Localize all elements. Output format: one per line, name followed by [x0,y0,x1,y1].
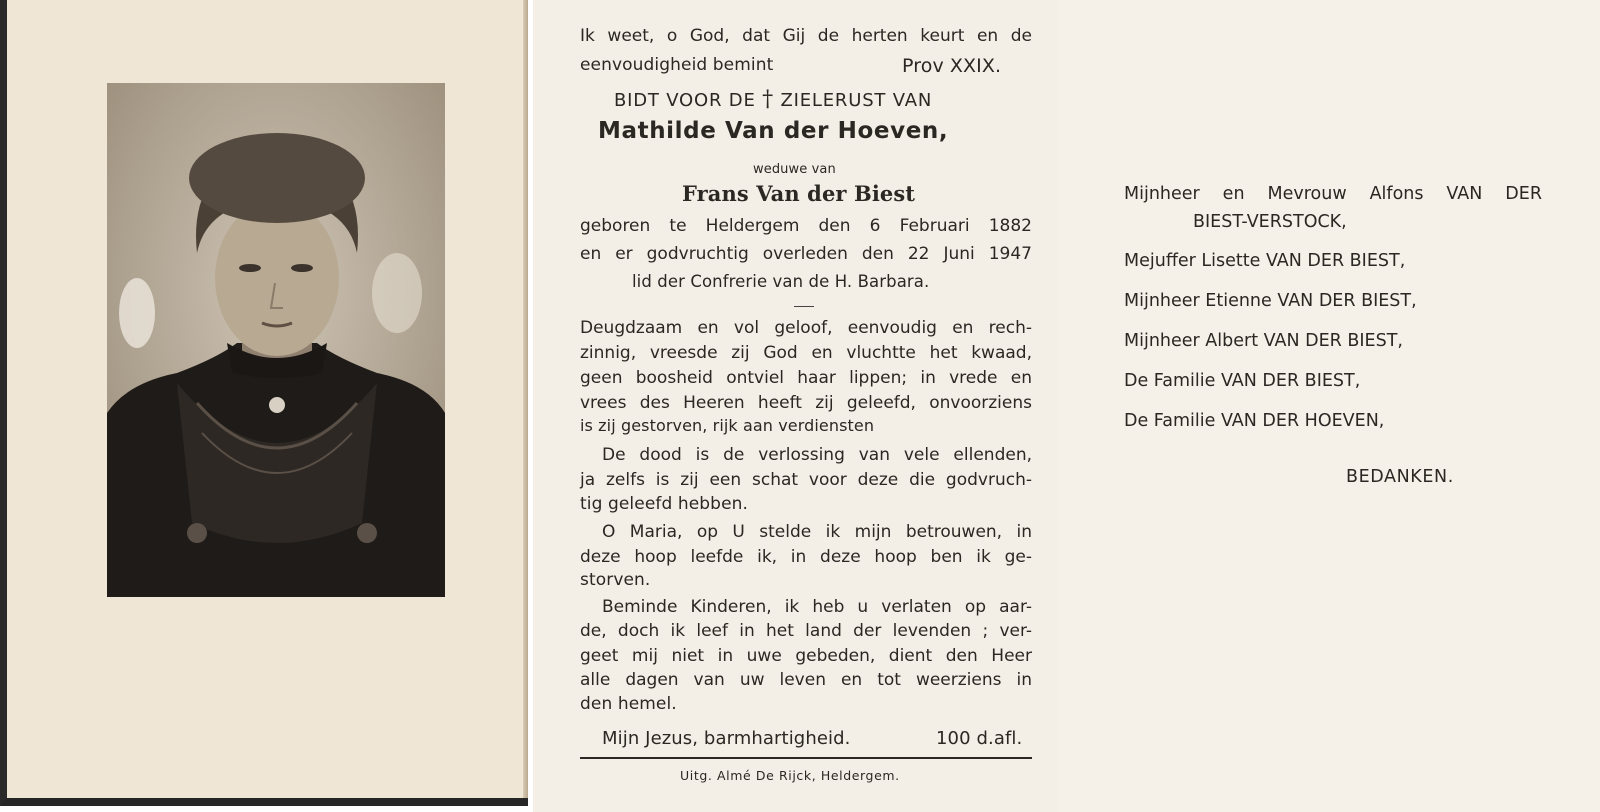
paragraph-line: O Maria, op U stelde ik mijn betrouwen, in [602,522,1032,542]
paragraph-line: tig geleefd hebben. [580,494,749,514]
separator-dash [794,306,814,307]
family-line: Mijnheer en Mevrouw Alfons VAN DER [1124,184,1542,204]
paragraph-line: storven. [580,570,651,590]
deceased-name: Mathilde Van der Hoeven, [598,118,949,144]
cross-icon: † [762,87,774,112]
paragraph-line: Deugdzaam en vol geloof, eenvoudig en rech- [580,318,1032,338]
paragraph-line: vrees des Heeren heeft zij geleefd, onvoorziens [580,393,1032,413]
died-line: en er godvruchtig overleden den 22 Juni 1947 [580,244,1032,264]
portrait-illustration [107,83,445,597]
paragraph-line: alle dagen van uw leven en tot weerziens in [580,670,1032,690]
paragraph-line: de, doch ik leef in het land der levenden ; ver- [580,621,1032,641]
paragraph-line: Beminde Kinderen, ik heb u verlaten op aar- [602,597,1032,617]
verse-line-1: Ik weet, o God, dat Gij de herten keurt en de [580,26,1032,46]
printer-credit: Uitg. Almé De Rijck, Heldergem. [680,768,900,783]
pray-right-text: ZIELERUST VAN [780,90,933,111]
pray-left-text: BIDT VOOR DE [614,90,756,111]
paragraph-line: den hemel. [580,694,677,714]
bottom-rule [580,757,1032,759]
paragraph-line: ja zelfs is zij een schat voor deze die godvruch- [580,470,1032,490]
paragraph-line: is zij gestorven, rijk aan verdiensten [580,416,875,435]
portrait-photo [107,83,445,597]
paragraph-line: De dood is de verlossing van vele ellenden, [602,445,1032,465]
family-line: Mijnheer Etienne VAN DER BIEST, [1124,291,1417,311]
verse-reference: Prov XXIX. [902,55,1002,77]
verse-line-2: eenvoudigheid bemint [580,55,774,75]
pray-for-heading [614,87,932,112]
thanks-text: BEDANKEN. [1346,467,1454,487]
paragraph-line: geet mij niet in uwe gebeden, dient den Heer [580,646,1032,666]
photo-card [0,0,528,806]
widow-of-label: weduwe van [753,162,836,177]
family-line: BIEST-VERSTOCK, [1193,212,1347,232]
card-edge [523,0,528,798]
family-line: Mejuffer Lisette VAN DER BIEST, [1124,251,1406,271]
thanks-card [1058,0,1600,812]
born-line: geboren te Heldergem den 6 Februari 1882 [580,216,1032,236]
closing-prayer: Mijn Jezus, barmhartigheid. [602,728,851,749]
family-line: De Familie VAN DER BIEST, [1124,371,1361,391]
paragraph-line: zinnig, vreesde zij God en vluchtte het kwaad, [580,343,1032,363]
paragraph-line: geen boosheid ontviel haar lippen; in vrede en [580,368,1032,388]
spouse-name: Frans Van der Biest [682,181,916,206]
confraternity-line: lid der Confrerie van de H. Barbara. [632,272,930,291]
family-line: De Familie VAN DER HOEVEN, [1124,411,1385,431]
family-line: Mijnheer Albert VAN DER BIEST, [1124,331,1403,351]
paragraph-line: deze hoop leefde ik, in deze hoop ben ik ge- [580,547,1032,567]
indulgence-note: 100 d.afl. [936,728,1023,749]
